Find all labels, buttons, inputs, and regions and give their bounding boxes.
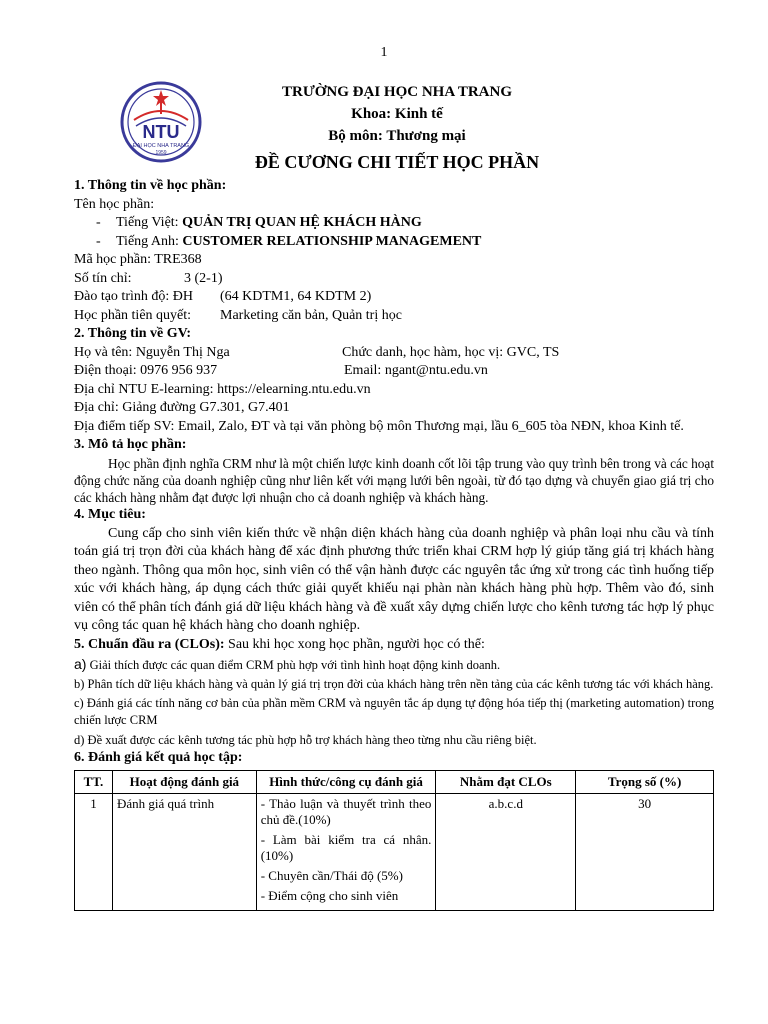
english-name-line: - Tiếng Anh: CUSTOMER RELATIONSHIP MANAGEMENT — [96, 233, 482, 249]
document-body — [74, 177, 714, 911]
row-tt: 1 — [75, 793, 113, 910]
col-header-weight: Trọng số (%) — [576, 770, 714, 793]
elearning-address: Địa chỉ NTU E-learning: https://elearning.ntu.edu.vn — [74, 381, 371, 397]
credits-label: Số tín chỉ: — [74, 270, 132, 286]
credits-line — [74, 270, 714, 289]
prereq-line — [74, 307, 714, 326]
col-header-tt: TT. — [75, 770, 113, 793]
course-objectives: Cung cấp cho sinh viên kiến thức về nhận diện khách hàng của doanh nghiệp và phân loại nhu cầu và tính toán giá trị trọn đời của khách hàng để xác định phương thức triển khai CRM hợp lý giúp tăng giá trị khách hàng theo ngành. Thông qua môn học, sinh viên có thể vận hành được các nguyên tắc ứng xử trong các tình huống tiếp xúc với khách hàng, áp dụng cách thức giải quyết khiếu nại phàn nàn khách hàng phù hợp. Thêm vào đó, sinh viên có thể phân tích đánh giá dữ liệu khách hàng và đề xuất xây dựng chiến lược cho kênh tương tác hợp lý phục vụ công tác quan hệ khách hàng cho doanh nghiệp. — [74, 525, 714, 634]
tool-item: - Thảo luận và thuyết trình theo chủ đề.(10%) — [260, 795, 432, 827]
clo-a-letter: a) — [74, 656, 87, 673]
level-value: (64 KDTM1, 64 KDTM 2) — [220, 289, 372, 304]
level-line — [74, 288, 714, 307]
meeting-place: Địa điểm tiếp SV: Email, Zalo, ĐT và tại văn phòng bộ môn Thương mại, lầu 6_605 tòa NĐN, khoa Kinh tế. — [74, 418, 684, 434]
course-description: Học phần định nghĩa CRM như là một chiến lược kinh doanh cốt lõi tập trung vào quy trình bên trong và các hoạt động chức năng của doanh nghiệp cũng như liên kết với mạng lưới bên ngoài, từ đó tạo dựng và chuyển giao giá trị cho các khách hàng nhằm đạt được lợi nhuận cho cả doanh nghiệp và khách hàng. — [74, 455, 715, 506]
tool-item: - Làm bài kiểm tra cá nhân.(10%) — [260, 831, 432, 863]
svg-text:NTU: NTU — [142, 122, 180, 142]
lecturer-name-row — [74, 344, 714, 363]
table-header-row — [75, 770, 714, 793]
document-title: ĐỀ CƯƠNG CHI TIẾT HỌC PHẦN — [254, 152, 540, 172]
col-header-activity: Hoạt động đánh giá — [112, 770, 256, 793]
section-2-heading: 2. Thông tin về GV: — [74, 326, 192, 341]
section-3-heading: 3. Mô tả học phần: — [74, 437, 187, 452]
clo-c: c) Đánh giá các tính năng cơ bản của phần mềm CRM và nguyên tắc áp dụng tự động hóa tiếp thị (marketing automation) trong chiến lược CRM — [74, 696, 714, 728]
row-weight: 30 — [576, 793, 714, 910]
faculty-name: Khoa: Kinh tế — [351, 106, 443, 122]
prereq-label: Học phần tiên quyết: — [74, 307, 192, 323]
assessment-table — [74, 770, 714, 911]
col-header-tools: Hình thức/công cụ đánh giá — [256, 770, 436, 793]
clo-a — [74, 656, 714, 674]
prereq-value: Marketing căn bản, Quản trị học — [220, 307, 402, 323]
row-clos: a.b.c.d — [436, 793, 576, 910]
tool-item: - Điểm cộng cho sinh viên — [260, 887, 399, 903]
vietnamese-name-label: Tiếng Việt: — [116, 215, 183, 230]
tool-item: - Chuyên cần/Thái độ (5%) — [260, 867, 403, 883]
section-5-intro: Sau khi học xong học phần, người học có thể: — [224, 636, 485, 652]
page-number: 1 — [380, 45, 388, 60]
level-label: Đào tạo trình độ: ĐH — [74, 289, 193, 304]
clo-a-text: Giải thích được các quan điểm CRM phù hợp với tình hình hoạt động kinh doanh. — [86, 658, 501, 673]
lecturer-contact-row — [74, 362, 714, 381]
department-name: Bộ môn: Thương mại — [328, 128, 466, 144]
lecturer-phone: Điện thoại: 0976 956 937 — [74, 363, 218, 378]
section-4-heading: 4. Mục tiêu: — [74, 507, 146, 523]
clo-d: d) Đề xuất được các kênh tương tác phù hợp hỗ trợ khách hàng theo từng nhu cầu riêng biệt. — [74, 733, 537, 748]
course-name-label: Tên học phần: — [74, 196, 155, 212]
section-1-heading: 1. Thông tin về học phần: — [74, 178, 227, 193]
svg-text:1959: 1959 — [155, 150, 167, 156]
row-activity: Đánh giá quá trình — [112, 793, 256, 910]
vietnamese-name-line: - Tiếng Việt: QUẢN TRỊ QUAN HỆ KHÁCH HÀNG — [96, 215, 422, 230]
svg-text:ĐẠI HỌC NHA TRANG: ĐẠI HỌC NHA TRANG — [132, 143, 190, 149]
table-row — [75, 793, 714, 910]
english-name: CUSTOMER RELATIONSHIP MANAGEMENT — [182, 233, 482, 249]
col-header-clos: Nhằm đạt CLOs — [436, 770, 576, 793]
course-code: Mã học phần: TRE368 — [74, 252, 202, 267]
clo-b: b) Phân tích dữ liệu khách hàng và quản lý giá trị trọn đời của khách hàng trên nền tảng của các kênh tương tác với khách hàng. — [74, 677, 714, 692]
lecturer-title: Chức danh, học hàm, học vị: GVC, TS — [342, 344, 560, 360]
section-5-heading: 5. Chuẩn đầu ra (CLOs): — [74, 636, 225, 652]
row-tools — [256, 793, 436, 910]
office-address: Địa chỉ: Giảng đường G7.301, G7.401 — [74, 400, 290, 415]
vietnamese-name: QUẢN TRỊ QUAN HỆ KHÁCH HÀNG — [182, 215, 422, 230]
school-name: TRƯỜNG ĐẠI HỌC NHA TRANG — [281, 84, 513, 100]
section-5-line — [74, 636, 714, 655]
english-name-label: Tiếng Anh: — [116, 233, 183, 249]
section-6-heading: 6. Đánh giá kết quả học tập: — [74, 750, 243, 766]
credits-value: 3 (2-1) — [184, 270, 223, 286]
lecturer-name: Họ và tên: Nguyễn Thị Nga — [74, 344, 230, 360]
lecturer-email: Email: ngant@ntu.edu.vn — [344, 363, 488, 378]
